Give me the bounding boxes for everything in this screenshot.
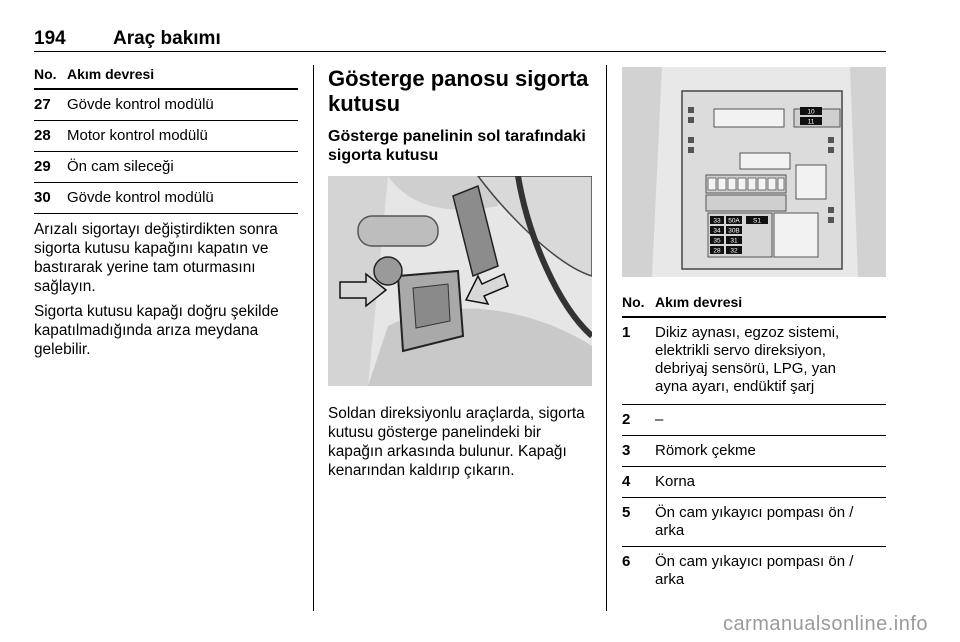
row-divider	[34, 213, 298, 214]
row-number: 28	[34, 127, 51, 144]
row-circuit: –	[655, 411, 664, 428]
left-fuse-table	[34, 66, 298, 214]
table-row	[622, 318, 886, 404]
paragraph-close-cover: Arızalı sigortayı değiştirdikten sonra sigorta kutusu kapağını kapatın ve bastırarak yerine tam oturmasını sağlayın.	[34, 221, 278, 295]
fuse-label: 32	[730, 247, 738, 255]
row-number: 30	[34, 189, 51, 206]
row-circuit: Ön cam yıkayıcı pompası ön / arka	[655, 553, 854, 588]
paragraph-cover-warning: Sigorta kutusu kapağı doğru şekilde kapatılmadığında arıza meydana gelebilir.	[34, 303, 279, 358]
fuse-label: 28	[713, 247, 721, 255]
middle-text-block	[328, 404, 600, 480]
fuse-label: 10	[807, 108, 815, 116]
page-number: 194	[34, 28, 66, 49]
fuse-label: 50A	[728, 217, 740, 225]
table-row	[34, 152, 298, 182]
table-row	[622, 467, 886, 497]
right-table-header	[622, 294, 886, 316]
table-row	[622, 405, 886, 435]
row-circuit: Gövde kontrol modülü	[67, 96, 214, 113]
row-number: 27	[34, 96, 51, 113]
chapter-title: Araç bakımı	[113, 28, 221, 49]
row-circuit: Römork çekme	[655, 442, 756, 459]
watermark: carmanualsonline.info	[722, 613, 928, 635]
row-number: 5	[622, 504, 631, 521]
row-number: 2	[622, 411, 631, 428]
fuse-box-diagram	[622, 67, 886, 277]
row-circuit: Ön cam yıkayıcı pompası ön / arka	[655, 504, 854, 539]
row-circuit: Gövde kontrol modülü	[67, 189, 214, 206]
fuse-label: 31	[730, 237, 738, 245]
header-divider	[34, 51, 886, 52]
row-number: 29	[34, 158, 51, 175]
left-text-block	[34, 220, 306, 359]
row-number: 1	[622, 324, 631, 341]
fuse-label: 34	[713, 227, 721, 235]
middle-heading-block	[328, 66, 598, 165]
dashboard-photo	[328, 176, 592, 386]
table-row	[34, 183, 298, 213]
section-heading: Gösterge panosu sigorta kutusu	[328, 66, 589, 116]
section-subheading: Gösterge panelinin sol tarafındaki sigorta kutusu	[328, 128, 586, 164]
row-circuit: Motor kontrol modülü	[67, 127, 208, 144]
fuse-label: 33	[713, 217, 721, 225]
table-row	[622, 498, 886, 546]
fuse-label: S1	[753, 217, 761, 225]
col-no-header: No.	[34, 66, 57, 82]
col-circuit-header: Akım devresi	[67, 66, 155, 82]
row-circuit: Korna	[655, 473, 696, 490]
fuse-label: 11	[807, 118, 815, 126]
fuse-box-illustration	[622, 67, 886, 277]
row-circuit: Dikiz aynası, egzoz sistemi, elektrikli servo direksiyon, debriyaj sensörü, LPG, yan ayna ayarı, endüktif şarj	[655, 324, 840, 395]
table-row	[622, 547, 886, 595]
fuse-label: 35	[713, 237, 721, 245]
column-divider-left	[313, 65, 314, 611]
column-divider-right	[606, 65, 607, 611]
row-number: 3	[622, 442, 631, 459]
paragraph-location: Soldan direksiyonlu araçlarda, sigorta kutusu gösterge panelindeki bir kapağın arkasında bulunur. Kapağı kenarından kaldırıp çıkarın.	[328, 405, 585, 479]
right-fuse-table	[622, 294, 886, 595]
row-number: 6	[622, 553, 631, 570]
dashboard-cover-illustration	[328, 176, 592, 386]
table-row	[34, 121, 298, 151]
table-row	[622, 436, 886, 466]
fuse-label: 30B	[728, 227, 740, 235]
left-table-header	[34, 66, 298, 88]
col-no-header: No.	[622, 294, 645, 310]
row-circuit: Ön cam sileceği	[67, 158, 174, 175]
col-circuit-header: Akım devresi	[655, 294, 743, 310]
table-row	[34, 90, 298, 120]
row-number: 4	[622, 473, 631, 490]
